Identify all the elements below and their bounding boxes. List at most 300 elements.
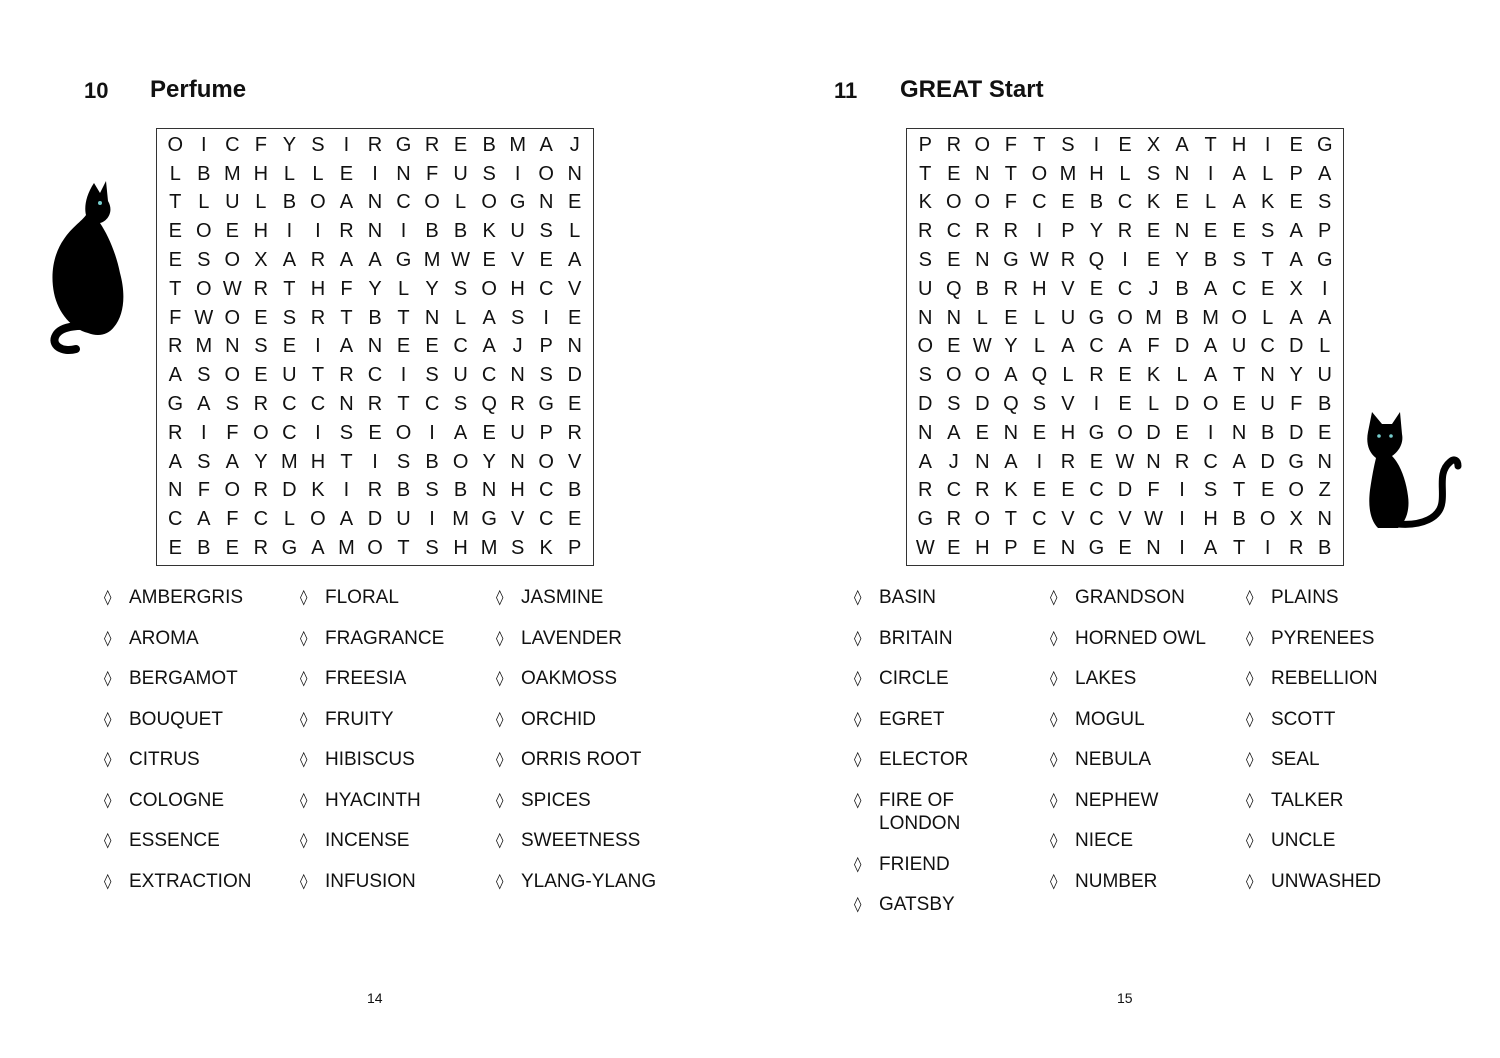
grid-letter: U [510, 220, 525, 243]
grid-letter: S [197, 450, 211, 473]
grid-letter: R [946, 133, 962, 156]
grid-letter: H [975, 537, 990, 560]
grid-letter: V [1061, 393, 1075, 416]
grid-letter: Y [425, 277, 439, 300]
grid-letter: Y [1004, 335, 1018, 358]
letter-grid [156, 128, 594, 566]
grid-letter: T [169, 191, 182, 214]
page-right [750, 0, 1500, 1058]
grid-letter: Y [254, 450, 268, 473]
grid-letter: X [1289, 508, 1303, 531]
grid-letter: R [567, 421, 582, 444]
grid-letter: E [568, 306, 582, 329]
grid-letter: B [197, 537, 211, 560]
grid-letter: L [1319, 335, 1331, 358]
word-label: GATSBY [879, 894, 955, 915]
grid-letter: A [1289, 249, 1303, 272]
grid-letter: A [339, 508, 354, 531]
grid-letter: N [1317, 450, 1332, 473]
grid-letter: O [253, 421, 269, 444]
diamond-bullet-icon: ◊ [104, 588, 112, 606]
grid-letter: B [425, 450, 439, 473]
word-label: HORNED OWL [1075, 627, 1206, 649]
word-list-item [854, 748, 1050, 772]
grid-letter: E [1061, 479, 1075, 502]
grid-letter: B [1203, 249, 1218, 272]
grid-letter: Y [368, 277, 382, 300]
grid-letter: C [1032, 508, 1047, 531]
grid-letter: E [339, 162, 354, 185]
grid-letter: H [1231, 133, 1247, 156]
grid-letter: G [509, 191, 526, 214]
grid-letter: J [948, 450, 959, 473]
grid-letter: I [1264, 537, 1271, 560]
grid-letter: H [453, 537, 468, 560]
grid-letter: T [397, 537, 410, 560]
diamond-bullet-icon: ◊ [854, 628, 862, 647]
grid-letter: M [452, 508, 469, 531]
grid-letter: H [1060, 421, 1076, 444]
grid-letter: T [1233, 364, 1246, 387]
grid-letter: S [918, 364, 932, 387]
diamond-bullet-icon: ◊ [854, 790, 862, 809]
grid-letter: P [1318, 220, 1332, 243]
grid-letter: E [1289, 133, 1303, 156]
grid-letter: G [395, 249, 412, 272]
grid-letter: R [339, 364, 354, 387]
grid-letter: C [1117, 191, 1133, 214]
grid-letter: A [168, 364, 182, 387]
word-list-item [104, 829, 300, 853]
grid-letter: I [343, 133, 350, 156]
grid-letter: S [510, 537, 525, 560]
grid-letter: I [1179, 479, 1185, 502]
word-list-item [1246, 667, 1442, 691]
word-list-item [854, 627, 1050, 651]
grid-letter: M [223, 162, 241, 185]
grid-letter: O [367, 537, 383, 560]
grid-letter: Q [481, 393, 497, 416]
grid-letter: D [367, 508, 383, 531]
word-label: JASMINE [521, 587, 604, 608]
word-list-item [496, 789, 692, 813]
grid-letter: D [918, 393, 933, 416]
grid-letter: O [224, 479, 241, 502]
word-list-item [300, 870, 496, 894]
grid-letter: R [253, 537, 269, 560]
grid-letter: N [367, 220, 383, 243]
grid-letter: N [339, 393, 354, 416]
grid-letter: I [1207, 162, 1214, 185]
word-label: HYACINTH [325, 789, 421, 811]
grid-letter: K [311, 479, 325, 502]
grid-letter: G [1088, 537, 1105, 560]
grid-letter: A [311, 537, 325, 560]
grid-letter: H [310, 450, 326, 473]
grid-letter: I [1093, 393, 1100, 416]
grid-letter: C [946, 220, 962, 243]
grid-letter: S [339, 421, 354, 444]
grid-letter: F [1147, 335, 1160, 358]
word-label: NEPHEW [1075, 789, 1159, 811]
grid-letter: H [1203, 508, 1218, 531]
grid-letter: N [918, 306, 933, 329]
word-label: INCENSE [325, 830, 410, 851]
grid-letter: A [1175, 133, 1189, 156]
grid-letter: B [975, 277, 989, 300]
word-label: UNCLE [1271, 830, 1336, 851]
grid-letter: N [396, 162, 411, 185]
grid-letter: T [1033, 133, 1046, 156]
word-column [1050, 586, 1246, 934]
grid-letter: B [568, 479, 582, 502]
grid-letter: B [1260, 421, 1275, 444]
grid-letter: L [1262, 306, 1274, 329]
word-column [854, 586, 1050, 934]
grid-letter: S [539, 364, 553, 387]
grid-letter: N [510, 450, 525, 473]
diamond-bullet-icon: ◊ [1050, 750, 1058, 768]
grid-letter: C [1231, 277, 1247, 300]
grid-letter: N [367, 191, 383, 214]
page-number: 15 [1117, 990, 1133, 1006]
word-list-item [496, 586, 692, 610]
grid-letter: I [1264, 133, 1271, 156]
word-list-item [300, 627, 496, 651]
grid-letter: E [947, 537, 961, 560]
grid-letter: S [1260, 220, 1275, 243]
diamond-bullet-icon: ◊ [104, 750, 112, 768]
grid-letter: X [254, 249, 268, 272]
grid-letter: G [1316, 133, 1333, 156]
grid-letter: C [538, 479, 554, 502]
grid-letter: E [568, 393, 582, 416]
word-label: PYRENEES [1271, 627, 1375, 649]
grid-letter: A [282, 249, 297, 272]
grid-letter: J [512, 335, 523, 358]
grid-letter: R [168, 335, 183, 358]
grid-letter: U [225, 191, 240, 214]
grid-letter: E [1032, 479, 1047, 502]
grid-letter: G [1088, 306, 1105, 329]
grid-letter: S [918, 249, 932, 272]
grid-letter: U [1231, 335, 1247, 358]
grid-letter: D [1288, 421, 1304, 444]
grid-letter: E [168, 220, 182, 243]
grid-letter: I [372, 162, 378, 185]
grid-letter: S [225, 393, 239, 416]
diamond-bullet-icon: ◊ [1246, 709, 1254, 728]
grid-letter: M [195, 335, 213, 358]
grid-letter: U [396, 508, 411, 531]
word-label: FREESIA [325, 668, 407, 689]
grid-letter: E [975, 421, 989, 444]
grid-letter: I [400, 364, 407, 387]
grid-letter: O [538, 162, 554, 185]
word-label: ORRIS ROOT [521, 749, 642, 770]
grid-letter: L [397, 277, 410, 300]
grid-letter: S [197, 364, 211, 387]
word-list-item [300, 667, 496, 691]
grid-letter: O [946, 191, 962, 214]
diamond-bullet-icon: ◊ [104, 628, 112, 647]
grid-letter: T [169, 277, 182, 300]
grid-letter: C [225, 133, 240, 156]
grid-letter: S [396, 450, 411, 473]
grid-letter: E [254, 364, 268, 387]
grid-letter: C [1260, 335, 1275, 358]
grid-letter: G [1003, 249, 1019, 272]
grid-letter: B [425, 220, 439, 243]
grid-letter: G [281, 537, 298, 560]
grid-letter: N [1174, 220, 1190, 243]
word-list-item [1050, 708, 1246, 732]
grid-letter: A [453, 421, 468, 444]
grid-letter: E [1032, 421, 1047, 444]
grid-letter: E [1175, 421, 1189, 444]
grid-letter: E [1118, 393, 1132, 416]
grid-letter: A [197, 393, 211, 416]
word-label: EXTRACTION [129, 870, 252, 892]
grid-letter: V [510, 249, 525, 272]
word-label: REBELLION [1271, 668, 1378, 689]
word-list-item [300, 789, 496, 813]
grid-letter: R [946, 508, 962, 531]
grid-letter: O [1288, 479, 1304, 502]
grid-letter: D [1260, 450, 1275, 473]
grid-letter: R [1003, 220, 1019, 243]
grid-letter: S [1146, 162, 1161, 185]
grid-letter: A [1318, 162, 1332, 185]
grid-letter: E [1061, 191, 1075, 214]
grid-letter: S [453, 277, 468, 300]
grid-letter: I [1179, 508, 1185, 531]
grid-letter: H [310, 277, 326, 300]
diamond-bullet-icon: ◊ [496, 790, 504, 809]
grid-letter: D [1117, 479, 1133, 502]
diamond-bullet-icon: ◊ [104, 871, 112, 890]
word-list-item [1050, 627, 1246, 651]
grid-letter: O [538, 450, 554, 473]
grid-letter: R [367, 133, 383, 156]
grid-letter: R [424, 133, 440, 156]
grid-letter: E [396, 335, 411, 358]
grid-letter: B [1175, 277, 1189, 300]
grid-letter: P [568, 537, 582, 560]
grid-letter: N [1003, 421, 1019, 444]
diamond-bullet-icon: ◊ [854, 669, 862, 687]
grid-letter: O [310, 508, 326, 531]
grid-letter: B [453, 220, 468, 243]
grid-letter: U [1260, 393, 1275, 416]
grid-letter: O [310, 191, 326, 214]
grid-letter: U [510, 421, 525, 444]
diamond-bullet-icon: ◊ [1050, 831, 1058, 849]
sitting-cat-icon [42, 175, 132, 355]
grid-letter: O [481, 191, 497, 214]
grid-letter: F [226, 421, 239, 444]
diamond-bullet-icon: ◊ [496, 628, 504, 647]
word-label: NEBULA [1075, 749, 1152, 770]
diamond-bullet-icon: ◊ [496, 709, 504, 728]
grid-letter: G [395, 133, 412, 156]
grid-letter: E [168, 537, 182, 560]
grid-letter: S [425, 537, 439, 560]
grid-letter: B [197, 162, 211, 185]
grid-letter: S [1232, 249, 1246, 272]
grid-letter: I [286, 220, 293, 243]
diamond-bullet-icon: ◊ [854, 709, 862, 728]
grid-letter: G [1316, 249, 1333, 272]
diamond-bullet-icon: ◊ [1246, 588, 1254, 606]
sitting-cat-icon [1362, 408, 1462, 532]
diamond-bullet-icon: ◊ [104, 709, 112, 728]
grid-letter: E [254, 306, 268, 329]
grid-letter: O [1202, 393, 1219, 416]
grid-letter: S [482, 162, 496, 185]
grid-letter: W [1144, 508, 1163, 531]
grid-letter: C [1203, 450, 1218, 473]
word-label: ESSENCE [129, 830, 220, 851]
grid-letter: S [425, 364, 439, 387]
grid-letter: I [514, 162, 521, 185]
word-list-item [854, 586, 1050, 610]
grid-letter: T [397, 306, 410, 329]
grid-letter: D [1174, 335, 1190, 358]
grid-letter: A [197, 508, 211, 531]
grid-letter: S [425, 479, 439, 502]
grid-letter: B [368, 306, 382, 329]
grid-letter: E [1260, 277, 1275, 300]
grid-letter: G [1288, 450, 1304, 473]
grid-letter: B [396, 479, 411, 502]
grid-letter: A [1203, 364, 1218, 387]
grid-letter: O [974, 364, 991, 387]
diamond-bullet-icon: ◊ [1050, 588, 1058, 606]
grid-letter: P [918, 133, 932, 156]
grid-letter: T [1004, 162, 1017, 185]
grid-letter: N [168, 479, 183, 502]
word-label: TALKER [1271, 789, 1344, 811]
grid-letter: C [1089, 479, 1104, 502]
word-label: OAKMOSS [521, 668, 618, 689]
grid-letter: D [1288, 335, 1304, 358]
word-list-item [854, 853, 1050, 877]
diamond-bullet-icon: ◊ [854, 895, 862, 913]
word-column [300, 586, 496, 910]
word-list-item [1246, 748, 1442, 772]
grid-letter: S [947, 393, 961, 416]
grid-letter: C [538, 277, 554, 300]
word-list-item [496, 748, 692, 772]
grid-letter: F [425, 162, 439, 185]
grid-letter: B [282, 191, 297, 214]
grid-letter: P [1004, 537, 1018, 560]
grid-letter: E [947, 335, 961, 358]
grid-letter: H [1089, 162, 1104, 185]
grid-letter: A [947, 421, 961, 444]
grid-letter: C [453, 335, 468, 358]
grid-letter: A [168, 450, 182, 473]
diamond-bullet-icon: ◊ [300, 709, 308, 728]
grid-letter: G [538, 393, 554, 416]
grid-letter: E [568, 191, 582, 214]
grid-letter: I [201, 421, 207, 444]
diamond-bullet-icon: ◊ [300, 871, 308, 890]
grid-letter: K [1146, 191, 1161, 214]
puzzle-number: 10 [84, 78, 109, 103]
diamond-bullet-icon: ◊ [300, 628, 308, 647]
word-label: FRIEND [879, 853, 950, 875]
grid-letter: L [312, 162, 324, 185]
grid-letter: Z [1318, 479, 1331, 502]
grid-letter: N [567, 162, 582, 185]
diamond-bullet-icon: ◊ [300, 831, 308, 849]
grid-letter: V [1061, 508, 1075, 531]
grid-letter: K [1146, 364, 1161, 387]
word-list-item [854, 667, 1050, 691]
grid-letter: R [1003, 277, 1019, 300]
word-label: LAVENDER [521, 627, 623, 649]
diamond-bullet-icon: ◊ [300, 588, 308, 606]
grid-letter: E [1118, 364, 1132, 387]
word-label: CIRCLE [879, 668, 949, 689]
grid-letter: N [567, 335, 582, 358]
grid-letter: E [1203, 220, 1218, 243]
grid-letter: I [1093, 133, 1100, 156]
grid-letter: C [424, 393, 440, 416]
diamond-bullet-icon: ◊ [1050, 709, 1058, 728]
word-list [854, 586, 1442, 934]
diamond-bullet-icon: ◊ [300, 750, 308, 768]
grid-letter: Y [1175, 249, 1189, 272]
grid-letter: A [1232, 162, 1246, 185]
word-list-item [1246, 586, 1442, 610]
grid-letter: B [1175, 306, 1189, 329]
word-list-item [300, 748, 496, 772]
grid-letter: Y [482, 450, 496, 473]
diamond-bullet-icon: ◊ [1246, 831, 1254, 849]
grid-letter: O [395, 421, 412, 444]
grid-letter: N [918, 421, 933, 444]
word-label: FRAGRANCE [325, 627, 445, 649]
grid-letter: L [455, 191, 467, 214]
grid-letter: R [975, 479, 990, 502]
grid-letter: P [1061, 220, 1075, 243]
word-label: NIECE [1075, 830, 1134, 851]
grid-letter: I [1036, 220, 1043, 243]
grid-letter: B [453, 479, 468, 502]
grid-letter: C [481, 364, 497, 387]
grid-letter: L [283, 508, 295, 531]
word-list-item [104, 586, 300, 610]
grid-letter: R [310, 249, 326, 272]
grid-letter: U [1060, 306, 1076, 329]
grid-letter: A [482, 335, 496, 358]
diamond-bullet-icon: ◊ [1246, 669, 1254, 687]
diamond-bullet-icon: ◊ [300, 790, 308, 809]
grid-letter: L [169, 162, 181, 185]
grid-letter: U [918, 277, 933, 300]
grid-letter: R [367, 393, 383, 416]
grid-letter: E [1146, 249, 1161, 272]
word-list-item [300, 708, 496, 732]
grid-letter: T [397, 393, 410, 416]
grid-letter: B [1318, 537, 1332, 560]
grid-letter: O [1031, 162, 1048, 185]
grid-letter: E [282, 335, 297, 358]
grid-letter: C [282, 393, 297, 416]
